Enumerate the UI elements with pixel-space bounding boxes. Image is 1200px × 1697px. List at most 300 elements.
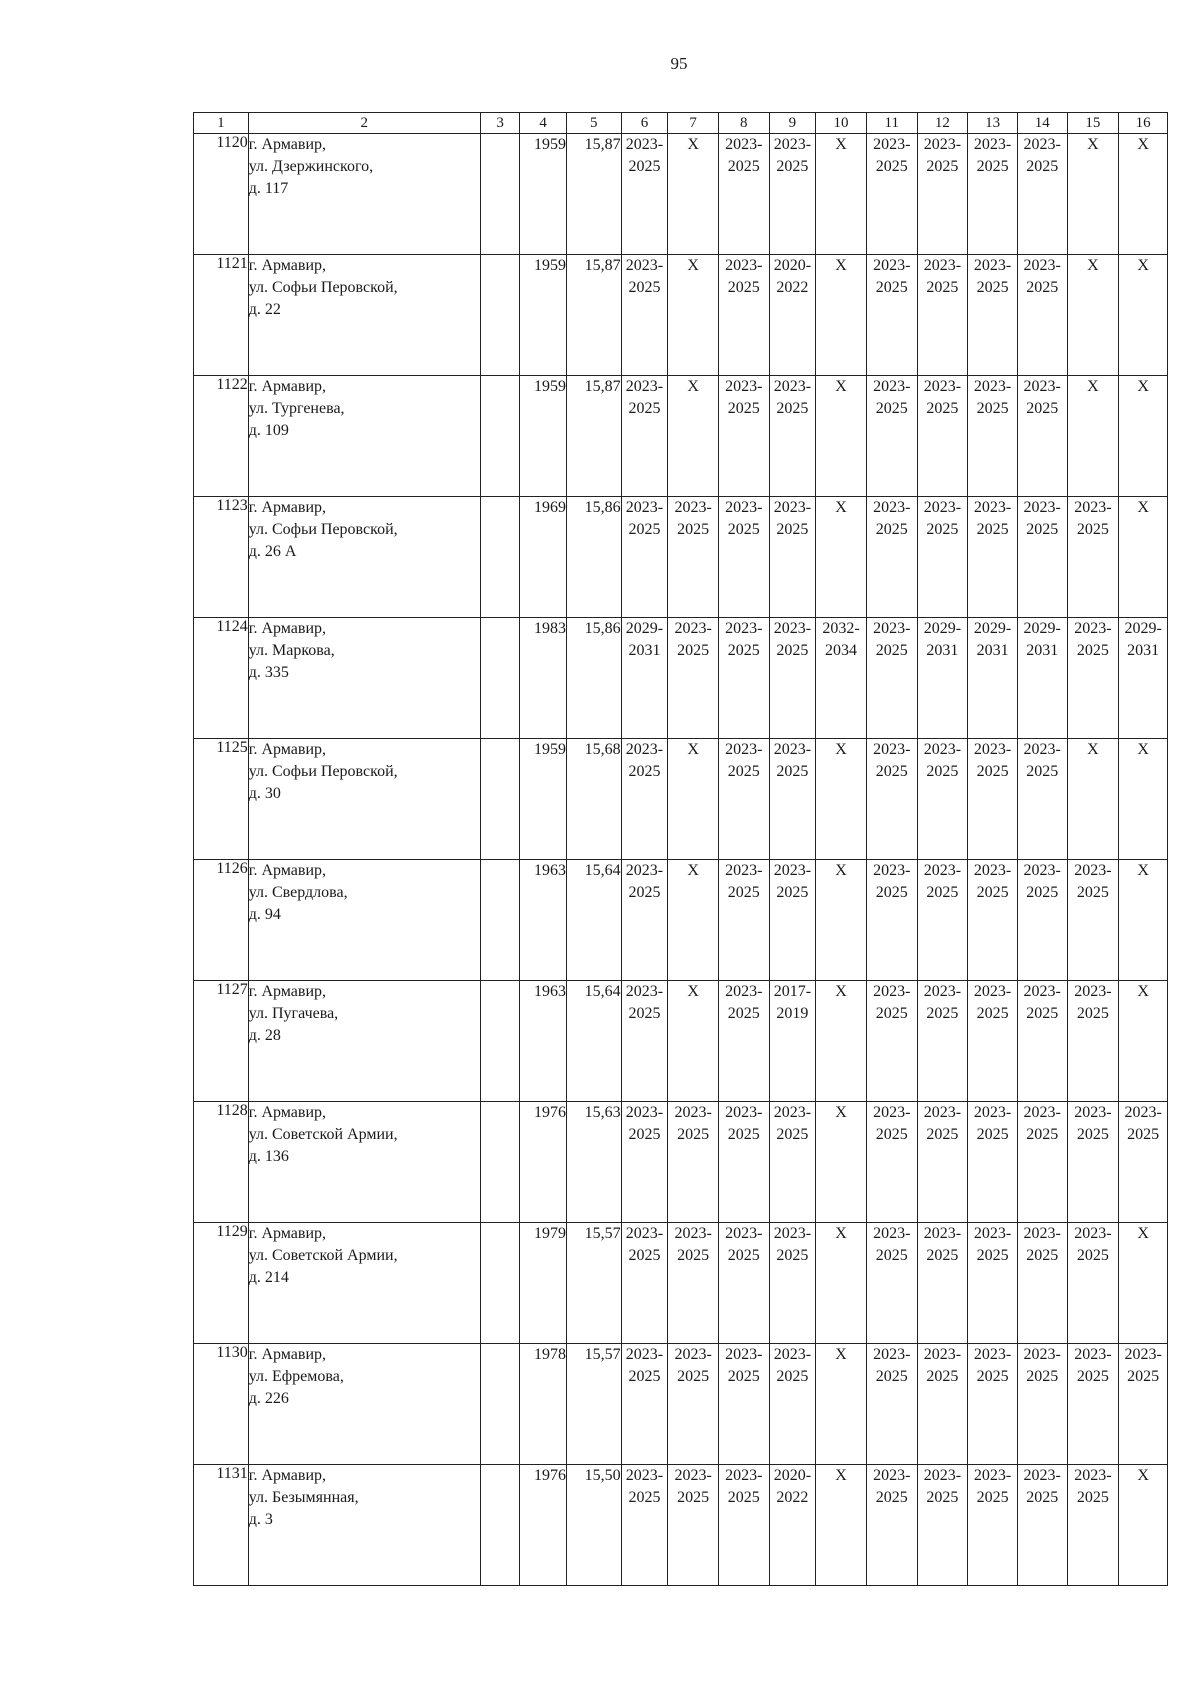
period-line: X [687, 862, 699, 879]
address-line: д. 28 [248, 1027, 281, 1044]
column-header-2: 2 [248, 113, 480, 134]
period-line: 2031 [926, 642, 959, 659]
period-line: 2023- [725, 983, 763, 1000]
period-line: 2023- [773, 1346, 812, 1363]
period-cell-col-12 [917, 1223, 968, 1344]
period-cell-col-12 [917, 981, 968, 1102]
period-cell-col-16 [1119, 1344, 1168, 1465]
table-row [194, 1102, 1168, 1223]
period-cell-col-16 [1119, 1102, 1168, 1223]
period-line: 2025 [926, 158, 959, 175]
period-line: 2025 [776, 521, 809, 538]
period-cell-col-12 [917, 255, 968, 376]
period-line: 2025 [875, 400, 908, 417]
period-line: 2025 [1076, 1126, 1109, 1143]
period-cell-col-16 [1119, 1223, 1168, 1344]
period-cell-col-7 [668, 860, 719, 981]
period-line: X [687, 257, 699, 274]
period-cell-col-9 [769, 981, 816, 1102]
address-line: д. 226 [248, 1390, 289, 1407]
row-number: 1121 [194, 255, 249, 376]
period-cell-col-11 [866, 134, 917, 255]
period-line: 2023- [625, 983, 664, 1000]
column-header-14: 14 [1017, 113, 1067, 134]
column-header-8: 8 [718, 113, 769, 134]
period-cell-col-6 [621, 255, 668, 376]
period-cell-col-14 [1017, 739, 1067, 860]
table-row [194, 255, 1168, 376]
period-line: 2023- [773, 1225, 812, 1242]
period-line: 2023- [1023, 862, 1061, 879]
period-cell-col-11 [866, 376, 917, 497]
cell-c3 [480, 1102, 520, 1223]
period-line: X [1087, 378, 1099, 395]
period-line: 2025 [628, 1005, 661, 1022]
period-line: 2023- [1074, 499, 1112, 516]
cell-c5: 15,64 [566, 981, 621, 1102]
period-line: 2017- [773, 983, 812, 1000]
cell-c3 [480, 255, 520, 376]
period-line: X [1087, 136, 1099, 153]
period-line: 2023- [1074, 983, 1112, 1000]
period-cell-col-9 [769, 1223, 816, 1344]
cell-c4: 1959 [520, 134, 567, 255]
period-cell-col-6 [621, 618, 668, 739]
period-cell-col-15 [1067, 1344, 1119, 1465]
period-line: X [835, 378, 847, 395]
period-line: 2025 [1026, 763, 1059, 780]
period-line: 2023- [923, 983, 962, 1000]
column-header-1: 1 [194, 113, 249, 134]
period-line: 2023- [973, 257, 1012, 274]
period-cell-col-12 [917, 1465, 968, 1586]
period-cell-col-16 [1119, 981, 1168, 1102]
address-line: д. 3 [248, 1511, 273, 1528]
period-line: 2025 [1026, 1247, 1059, 1264]
period-line: 2023- [873, 741, 911, 758]
cell-c4: 1976 [520, 1102, 567, 1223]
period-line: 2023- [625, 378, 664, 395]
period-cell-col-14 [1017, 1344, 1067, 1465]
period-line: 2023- [923, 741, 962, 758]
period-line: 2023- [1023, 1104, 1061, 1121]
period-line: 2025 [1026, 400, 1059, 417]
period-cell-col-13 [968, 1344, 1018, 1465]
period-line: 2029- [625, 620, 664, 637]
period-cell-col-13 [968, 376, 1018, 497]
period-cell-col-15 [1067, 618, 1119, 739]
period-cell-col-9 [769, 1344, 816, 1465]
period-cell-col-9 [769, 376, 816, 497]
period-line: 2023- [1074, 620, 1112, 637]
address-cell [248, 1465, 480, 1586]
period-cell-col-15 [1067, 860, 1119, 981]
period-cell-col-10 [816, 739, 867, 860]
period-line: 2023- [773, 620, 812, 637]
period-cell-col-7 [668, 1223, 719, 1344]
period-line: 2025 [628, 884, 661, 901]
address-cell [248, 739, 480, 860]
period-line: 2023- [773, 136, 812, 153]
period-line: 2025 [776, 1247, 809, 1264]
period-cell-col-10 [816, 981, 867, 1102]
address-cell [248, 1102, 480, 1223]
row-number: 1120 [194, 134, 249, 255]
address-line: ул. Дзержинского, [248, 158, 374, 175]
period-cell-col-9 [769, 1465, 816, 1586]
cell-c5: 15,87 [566, 255, 621, 376]
period-line: X [1137, 983, 1149, 1000]
period-cell-col-11 [866, 981, 917, 1102]
period-line: 2025 [976, 884, 1009, 901]
period-cell-col-13 [968, 860, 1018, 981]
period-line: 2023- [873, 1104, 911, 1121]
address-cell [248, 497, 480, 618]
address-line: г. Армавир, [248, 257, 327, 274]
period-cell-col-6 [621, 1102, 668, 1223]
address-line: г. Армавир, [248, 499, 327, 516]
period-cell-col-16 [1119, 860, 1168, 981]
address-line: д. 335 [248, 664, 289, 681]
period-line: X [1137, 1225, 1149, 1242]
period-line: 2023- [773, 1104, 812, 1121]
period-line: 2025 [926, 1247, 959, 1264]
period-line: 2023- [973, 1346, 1012, 1363]
period-line: 2025 [677, 1368, 710, 1385]
cell-c4: 1976 [520, 1465, 567, 1586]
cell-c4: 1963 [520, 860, 567, 981]
address-line: г. Армавир, [248, 862, 327, 879]
period-cell-col-15 [1067, 1223, 1119, 1344]
period-line: 2023- [873, 983, 911, 1000]
address-line: ул. Тургенева, [248, 400, 345, 417]
period-line: 2025 [976, 1005, 1009, 1022]
address-line: ул. Ефремова, [248, 1368, 344, 1385]
period-line: 2025 [926, 1489, 959, 1506]
period-cell-col-10 [816, 618, 867, 739]
period-line: 2023- [923, 378, 962, 395]
period-line: 2031 [1026, 642, 1059, 659]
row-number: 1128 [194, 1102, 249, 1223]
period-line: 2023- [873, 1467, 911, 1484]
column-header-12: 12 [917, 113, 968, 134]
period-line: 2023- [973, 378, 1012, 395]
period-line: 2025 [976, 763, 1009, 780]
period-line: 2025 [1076, 1489, 1109, 1506]
period-line: X [687, 136, 699, 153]
period-line: X [835, 257, 847, 274]
period-cell-col-9 [769, 618, 816, 739]
period-line: 2025 [976, 1247, 1009, 1264]
period-line: 2023- [973, 1467, 1012, 1484]
period-line: 2025 [677, 1489, 710, 1506]
period-line: 2023- [625, 1104, 664, 1121]
period-line: 2025 [628, 1489, 661, 1506]
period-line: X [1137, 862, 1149, 879]
period-line: 2029- [923, 620, 962, 637]
period-cell-col-7 [668, 1465, 719, 1586]
period-line: 2025 [628, 158, 661, 175]
table-row [194, 739, 1168, 860]
period-cell-col-8 [718, 1344, 769, 1465]
address-cell [248, 255, 480, 376]
period-line: 2025 [875, 1489, 908, 1506]
period-cell-col-8 [718, 255, 769, 376]
period-line: 2023- [674, 1225, 712, 1242]
period-line: 2025 [875, 1005, 908, 1022]
period-line: 2023- [725, 1225, 763, 1242]
cell-c5: 15,50 [566, 1465, 621, 1586]
address-line: ул. Софьи Перовской, [248, 279, 398, 296]
period-line: 2023- [1023, 136, 1061, 153]
table-row [194, 1223, 1168, 1344]
period-cell-col-6 [621, 860, 668, 981]
period-line: 2025 [677, 1126, 710, 1143]
cell-c5: 15,57 [566, 1223, 621, 1344]
row-number: 1127 [194, 981, 249, 1102]
period-cell-col-10 [816, 860, 867, 981]
cell-c4: 1979 [520, 1223, 567, 1344]
cell-c3 [480, 1465, 520, 1586]
period-line: 2025 [1127, 1368, 1160, 1385]
period-line: 2025 [926, 1126, 959, 1143]
period-cell-col-8 [718, 1102, 769, 1223]
period-line: X [687, 741, 699, 758]
period-cell-col-12 [917, 1102, 968, 1223]
header-row [194, 113, 1168, 134]
period-line: 2023- [625, 1467, 664, 1484]
period-line: 2025 [677, 521, 710, 538]
cell-c5: 15,86 [566, 618, 621, 739]
column-header-5: 5 [566, 113, 621, 134]
housing-register-table [193, 112, 1168, 1586]
period-cell-col-9 [769, 497, 816, 618]
period-line: 2023- [674, 1467, 712, 1484]
address-line: г. Армавир, [248, 983, 327, 1000]
period-line: 2023- [725, 620, 763, 637]
period-cell-col-6 [621, 1344, 668, 1465]
period-cell-col-13 [968, 1102, 1018, 1223]
row-number: 1125 [194, 739, 249, 860]
period-line: 2023- [873, 378, 911, 395]
period-line: 2025 [976, 1126, 1009, 1143]
period-line: 2023- [1074, 1225, 1112, 1242]
period-line: 2031 [628, 642, 661, 659]
address-line: ул. Советской Армии, [248, 1247, 398, 1264]
column-header-15: 15 [1067, 113, 1119, 134]
period-line: X [835, 1104, 847, 1121]
period-line: 2023- [923, 1104, 962, 1121]
period-cell-col-6 [621, 1465, 668, 1586]
period-cell-col-16 [1119, 376, 1168, 497]
period-cell-col-7 [668, 739, 719, 860]
period-line: 2025 [628, 279, 661, 296]
period-line: 2025 [776, 1368, 809, 1385]
period-line: 2025 [875, 158, 908, 175]
cell-c4: 1959 [520, 739, 567, 860]
period-cell-col-8 [718, 1465, 769, 1586]
period-line: 2023- [674, 499, 712, 516]
period-line: 2025 [776, 763, 809, 780]
period-line: 2025 [727, 521, 760, 538]
period-line: 2023- [674, 620, 712, 637]
column-header-9: 9 [769, 113, 816, 134]
period-cell-col-7 [668, 1344, 719, 1465]
column-header-11: 11 [866, 113, 917, 134]
address-line: д. 22 [248, 301, 281, 318]
period-cell-col-15 [1067, 134, 1119, 255]
table-row [194, 134, 1168, 255]
period-line: 2023- [674, 1104, 712, 1121]
period-cell-col-14 [1017, 981, 1067, 1102]
address-cell [248, 376, 480, 497]
period-cell-col-6 [621, 739, 668, 860]
period-line: 2023- [625, 741, 664, 758]
period-cell-col-15 [1067, 376, 1119, 497]
period-cell-col-10 [816, 497, 867, 618]
period-line: 2020- [773, 1467, 812, 1484]
period-line: 2025 [976, 158, 1009, 175]
period-cell-col-10 [816, 376, 867, 497]
period-line: X [835, 741, 847, 758]
period-line: X [835, 1225, 847, 1242]
period-line: 2025 [926, 1005, 959, 1022]
period-cell-col-16 [1119, 1465, 1168, 1586]
period-line: 2025 [1076, 1247, 1109, 1264]
cell-c4: 1969 [520, 497, 567, 618]
period-line: 2023- [923, 1467, 962, 1484]
cell-c3 [480, 739, 520, 860]
cell-c4: 1983 [520, 618, 567, 739]
period-line: 2029- [1023, 620, 1061, 637]
period-line: 2023- [923, 1225, 962, 1242]
period-line: 2025 [1026, 279, 1059, 296]
period-line: 2023- [1124, 1346, 1162, 1363]
period-line: 2023- [973, 499, 1012, 516]
period-line: 2023- [725, 257, 763, 274]
period-line: 2023- [1023, 1467, 1061, 1484]
period-line: X [1087, 741, 1099, 758]
period-line: 2025 [628, 521, 661, 538]
column-header-16: 16 [1119, 113, 1168, 134]
period-line: 2025 [976, 400, 1009, 417]
period-cell-col-14 [1017, 376, 1067, 497]
period-line: 2029- [1124, 620, 1162, 637]
period-cell-col-6 [621, 981, 668, 1102]
period-line: 2025 [976, 521, 1009, 538]
period-cell-col-10 [816, 134, 867, 255]
period-line: 2025 [727, 279, 760, 296]
period-line: 2025 [1026, 158, 1059, 175]
period-cell-col-10 [816, 255, 867, 376]
period-line: 2023- [873, 136, 911, 153]
period-line: 2023- [1023, 257, 1061, 274]
cell-c3 [480, 618, 520, 739]
table-row [194, 1465, 1168, 1586]
period-line: 2023- [973, 1225, 1012, 1242]
period-cell-col-12 [917, 1344, 968, 1465]
address-line: ул. Софьи Перовской, [248, 521, 398, 538]
period-cell-col-8 [718, 618, 769, 739]
cell-c5: 15,57 [566, 1344, 621, 1465]
row-number: 1124 [194, 618, 249, 739]
address-cell [248, 618, 480, 739]
period-line: 2023- [725, 378, 763, 395]
period-line: 2023- [1023, 983, 1061, 1000]
period-line: 2023- [725, 499, 763, 516]
column-header-4: 4 [520, 113, 567, 134]
period-cell-col-6 [621, 134, 668, 255]
period-line: X [1087, 257, 1099, 274]
period-line: 2023- [873, 257, 911, 274]
address-line: г. Армавир, [248, 1225, 327, 1242]
address-cell [248, 860, 480, 981]
period-line: 2025 [727, 400, 760, 417]
period-cell-col-8 [718, 376, 769, 497]
period-line: 2025 [1026, 521, 1059, 538]
page-number: 95 [670, 54, 688, 73]
address-line: д. 94 [248, 906, 281, 923]
period-cell-col-10 [816, 1223, 867, 1344]
period-cell-col-12 [917, 739, 968, 860]
period-cell-col-7 [668, 134, 719, 255]
period-cell-col-11 [866, 255, 917, 376]
period-line: 2025 [727, 1489, 760, 1506]
period-line: 2023- [923, 136, 962, 153]
column-header-13: 13 [968, 113, 1018, 134]
period-line: X [835, 1346, 847, 1363]
period-line: 2022 [776, 279, 809, 296]
address-line: ул. Маркова, [248, 642, 335, 659]
period-line: 2025 [727, 158, 760, 175]
period-line: 2023- [923, 499, 962, 516]
period-line: 2025 [926, 400, 959, 417]
period-line: 2029- [973, 620, 1012, 637]
period-line: 2023- [873, 620, 911, 637]
period-cell-col-14 [1017, 860, 1067, 981]
period-cell-col-9 [769, 1102, 816, 1223]
address-line: ул. Софьи Перовской, [248, 763, 398, 780]
period-line: 2023- [674, 1346, 712, 1363]
address-cell [248, 1344, 480, 1465]
period-cell-col-13 [968, 497, 1018, 618]
period-line: 2025 [628, 400, 661, 417]
period-line: 2023- [773, 741, 812, 758]
column-header-7: 7 [668, 113, 719, 134]
period-cell-col-16 [1119, 497, 1168, 618]
period-line: X [1137, 741, 1149, 758]
period-cell-col-13 [968, 618, 1018, 739]
period-cell-col-8 [718, 134, 769, 255]
address-line: г. Армавир, [248, 1346, 327, 1363]
cell-c5: 15,86 [566, 497, 621, 618]
period-line: 2032- [822, 620, 860, 637]
period-line: 2023- [873, 1225, 911, 1242]
period-line: 2023- [1023, 1225, 1061, 1242]
period-line: 2025 [1026, 1368, 1059, 1385]
period-line: 2023- [725, 1104, 763, 1121]
period-cell-col-11 [866, 618, 917, 739]
period-line: 2025 [926, 279, 959, 296]
period-cell-col-10 [816, 1102, 867, 1223]
period-line: X [1137, 257, 1149, 274]
period-cell-col-8 [718, 981, 769, 1102]
period-line: 2025 [1076, 642, 1109, 659]
period-line: 2025 [1026, 884, 1059, 901]
period-cell-col-11 [866, 860, 917, 981]
cell-c5: 15,64 [566, 860, 621, 981]
address-line: д. 214 [248, 1269, 289, 1286]
